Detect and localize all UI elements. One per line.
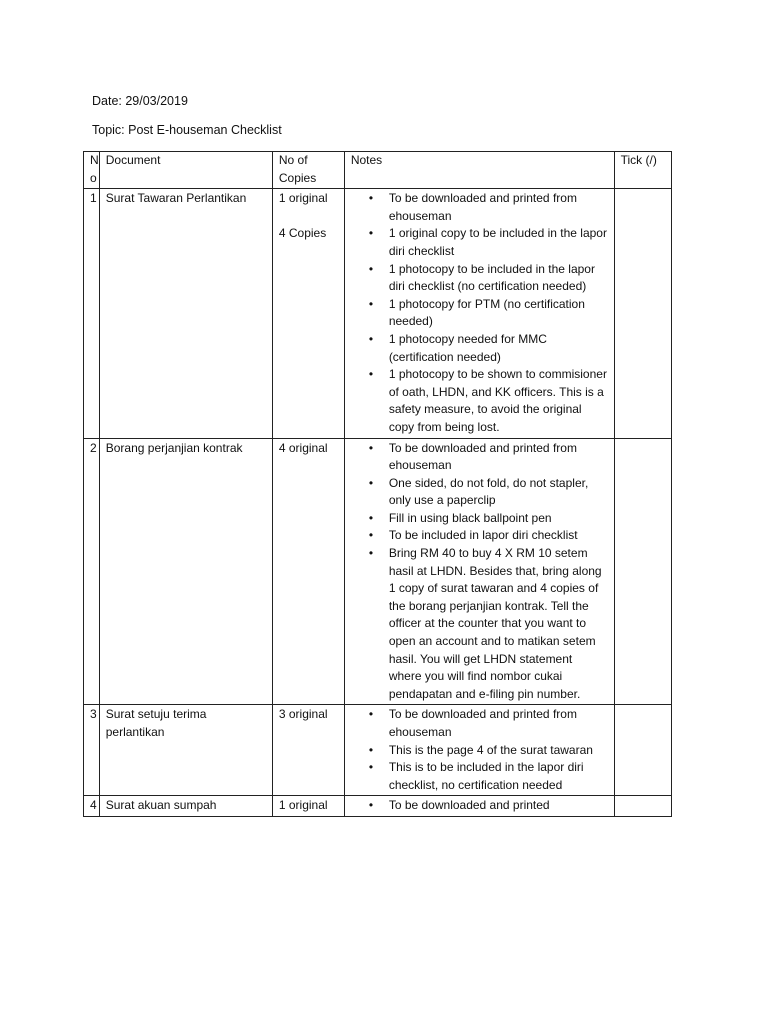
copies-cell [272, 705, 344, 796]
note-item: • To be downloaded and printed from ehouseman [351, 190, 608, 225]
column-header-document: Document [99, 152, 272, 189]
note-item: • To be included in lapor diri checklist [351, 527, 608, 545]
note-item: • To be downloaded and printed from ehouseman [351, 440, 608, 475]
row-number: 4 [84, 796, 100, 817]
table-row [84, 438, 672, 705]
document-name: Surat Tawaran Perlantikan [99, 189, 272, 438]
tick-cell[interactable] [614, 438, 671, 705]
note-item: • Bring RM 40 to buy 4 X RM 10 setem hasil at LHDN. Besides that, bring along 1 copy of surat tawaran and 4 copies of the borang perjanjian kontrak. Tell the officer at the counter that you want to open an account and to matikan setem hasil. You will get LHDN statement where you will find nombor cukai pendapatan and e-filing pin number. [351, 545, 608, 703]
copies-value: 1 original [278, 798, 328, 813]
copies-value: 4 original [278, 440, 328, 455]
notes-list [351, 797, 608, 815]
note-item: • 1 photocopy to be shown to commisioner of oath, LHDN, and KK officers. This is a safety measure, to avoid the original copy from being lost. [351, 366, 608, 436]
note-item: • 1 original copy to be included in the lapor diri checklist [351, 225, 608, 260]
copies-value: 1 original [278, 191, 328, 206]
notes-cell [344, 438, 614, 705]
note-item: • This is the page 4 of the surat tawaran [351, 742, 608, 760]
copies-value: 4 Copies [278, 225, 327, 240]
checklist-table [83, 151, 672, 817]
notes-cell [344, 796, 614, 817]
table-row [84, 796, 672, 817]
copies-cell [272, 189, 344, 438]
document-name: Surat akuan sumpah [99, 796, 272, 817]
note-item: • This is to be included in the lapor diri checklist, no certification needed [351, 759, 608, 794]
tick-cell[interactable] [614, 796, 671, 817]
column-header-copies: No of Copies [272, 152, 344, 189]
note-item: • 1 photocopy for PTM (no certification needed) [351, 296, 608, 331]
table-row [84, 189, 672, 438]
copies-cell [272, 438, 344, 705]
table-header-row [84, 152, 672, 189]
tick-cell[interactable] [614, 705, 671, 796]
document-name: Surat setuju terima perlantikan [99, 705, 272, 796]
table-row [84, 705, 672, 796]
column-header-no: No [84, 152, 100, 189]
notes-list [351, 440, 608, 704]
row-number: 2 [84, 438, 100, 705]
note-item: • Fill in using black ballpoint pen [351, 510, 608, 528]
note-item: • 1 photocopy needed for MMC (certification needed) [351, 331, 608, 366]
note-item: • To be downloaded and printed from ehouseman [351, 706, 608, 741]
copies-cell [272, 796, 344, 817]
row-number: 3 [84, 705, 100, 796]
document-name: Borang perjanjian kontrak [99, 438, 272, 705]
notes-list [351, 706, 608, 794]
document-date: Date: 29/03/2019 [92, 94, 188, 108]
note-item: • To be downloaded and printed [351, 797, 608, 815]
note-item: • One sided, do not fold, do not stapler, only use a paperclip [351, 475, 608, 510]
notes-list [351, 190, 608, 436]
document-topic: Topic: Post E-houseman Checklist [92, 123, 282, 137]
notes-cell [344, 189, 614, 438]
column-header-tick: Tick (/) [614, 152, 671, 189]
copies-value: 3 original [278, 707, 328, 722]
note-item: • 1 photocopy to be included in the lapor diri checklist (no certification needed) [351, 261, 608, 296]
notes-cell [344, 705, 614, 796]
column-header-notes: Notes [344, 152, 614, 189]
row-number: 1 [84, 189, 100, 438]
tick-cell[interactable] [614, 189, 671, 438]
